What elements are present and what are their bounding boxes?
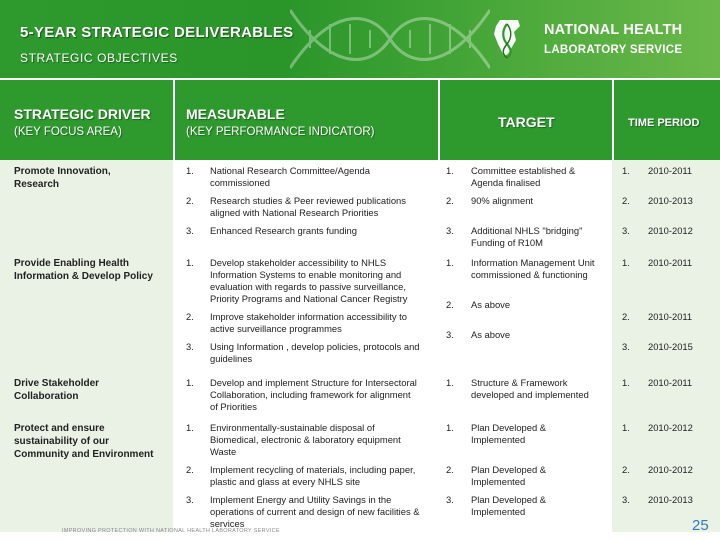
col-subheader-measurable: (KEY PERFORMANCE INDICATOR) bbox=[186, 126, 375, 138]
kpi-text: Waste bbox=[210, 446, 237, 457]
target-number: 2. bbox=[446, 195, 454, 206]
target-number: 1. bbox=[446, 165, 454, 176]
target-text: Funding of R10M bbox=[471, 237, 543, 248]
col-subheader-driver: (KEY FOCUS AREA) bbox=[14, 126, 122, 138]
target-number: 3. bbox=[446, 329, 454, 340]
kpi-number: 2. bbox=[186, 311, 194, 322]
kpi-number: 3. bbox=[186, 494, 194, 505]
title-banner bbox=[0, 0, 720, 78]
target-text: developed and implemented bbox=[471, 389, 589, 400]
target-text: Structure & Framework bbox=[471, 377, 568, 388]
header-divider bbox=[438, 80, 440, 160]
target-text: Implemented bbox=[471, 434, 526, 445]
dna-helix-decoration bbox=[290, 0, 490, 78]
kpi-text: Research studies & Peer reviewed publications bbox=[210, 195, 406, 206]
page-subtitle: STRATEGIC OBJECTIVES bbox=[20, 51, 178, 65]
kpi-text: services bbox=[210, 518, 245, 529]
target-text: As above bbox=[471, 299, 511, 310]
nhls-logo-icon bbox=[490, 16, 524, 60]
logo-text-line1: NATIONAL HEALTH bbox=[544, 22, 683, 38]
period-value: 2010-2013 bbox=[648, 195, 693, 206]
period-number: 2. bbox=[622, 311, 630, 322]
kpi-number: 3. bbox=[186, 225, 194, 236]
kpi-text: Develop and implement Structure for Intersectoral bbox=[210, 377, 417, 388]
target-text: As above bbox=[471, 329, 511, 340]
period-number: 2. bbox=[622, 195, 630, 206]
kpi-text: National Research Committee/Agenda bbox=[210, 165, 370, 176]
header-divider bbox=[612, 80, 614, 160]
target-number: 1. bbox=[446, 422, 454, 433]
period-value: 2010-2011 bbox=[648, 257, 693, 268]
driver-label: Provide Enabling Health bbox=[14, 258, 130, 269]
kpi-text: Environmentally-sustainable disposal of bbox=[210, 422, 375, 433]
period-number: 3. bbox=[622, 341, 630, 352]
driver-label: Promote Innovation, bbox=[14, 166, 111, 177]
period-value: 2010-2011 bbox=[648, 165, 693, 176]
kpi-text: Enhanced Research grants funding bbox=[210, 225, 357, 236]
period-number: 1. bbox=[622, 257, 630, 268]
target-text: Information Management Unit bbox=[471, 257, 595, 268]
col-header-target: TARGET bbox=[498, 114, 555, 130]
page-title: 5-YEAR STRATEGIC DELIVERABLES bbox=[20, 24, 294, 41]
target-text: 90% alignment bbox=[471, 195, 534, 206]
target-text: Committee established & bbox=[471, 165, 576, 176]
kpi-text: operations of current and design of new facilities & bbox=[210, 506, 420, 517]
target-number: 1. bbox=[446, 377, 454, 388]
kpi-text: Using Information , develop policies, protocols and bbox=[210, 341, 420, 352]
kpi-number: 2. bbox=[186, 464, 194, 475]
page-number: 25 bbox=[692, 517, 709, 534]
period-value: 2010-2012 bbox=[648, 464, 693, 475]
kpi-text: of Priorities bbox=[210, 401, 257, 412]
kpi-text: Implement Energy and Utility Savings in the bbox=[210, 494, 392, 505]
driver-column-panel bbox=[0, 160, 173, 532]
driver-label: Community and Environment bbox=[14, 449, 154, 460]
col-header-period: TIME PERIOD bbox=[628, 117, 700, 129]
period-number: 1. bbox=[622, 377, 630, 388]
kpi-text: Information Systems to enable monitoring and bbox=[210, 269, 402, 280]
target-text: Implemented bbox=[471, 476, 526, 487]
period-value: 2010-2011 bbox=[648, 377, 693, 388]
kpi-number: 1. bbox=[186, 422, 194, 433]
target-text: commissioned & functioning bbox=[471, 269, 588, 280]
footer-tagline: IMPROVING PROTECTION WITH NATIONAL HEALTH LABORATORY SERVICE bbox=[62, 528, 280, 534]
kpi-text: active surveillance programmes bbox=[210, 323, 342, 334]
period-number: 3. bbox=[622, 225, 630, 236]
period-number: 1. bbox=[622, 422, 630, 433]
driver-label: Research bbox=[14, 179, 60, 190]
target-text: Implemented bbox=[471, 506, 526, 517]
kpi-text: Develop stakeholder accessibility to NHLS bbox=[210, 257, 387, 268]
kpi-number: 2. bbox=[186, 195, 194, 206]
period-value: 2010-2013 bbox=[648, 494, 693, 505]
kpi-text: guidelines bbox=[210, 353, 253, 364]
period-value: 2010-2015 bbox=[648, 341, 693, 352]
kpi-number: 1. bbox=[186, 165, 194, 176]
target-number: 3. bbox=[446, 225, 454, 236]
driver-label: Drive Stakeholder bbox=[14, 378, 100, 389]
target-number: 3. bbox=[446, 494, 454, 505]
period-number: 3. bbox=[622, 494, 630, 505]
target-text: Plan Developed & bbox=[471, 422, 547, 433]
target-text: Plan Developed & bbox=[471, 464, 547, 475]
period-number: 1. bbox=[622, 165, 630, 176]
driver-label: sustainability of our bbox=[14, 436, 110, 447]
kpi-text: Implement recycling of materials, including paper, bbox=[210, 464, 416, 475]
driver-label: Protect and ensure bbox=[14, 423, 105, 434]
kpi-text: Collaboration, including framework for alignment bbox=[210, 389, 411, 400]
period-value: 2010-2012 bbox=[648, 225, 693, 236]
target-number: 1. bbox=[446, 257, 454, 268]
target-number: 2. bbox=[446, 299, 454, 310]
col-header-driver: STRATEGIC DRIVER bbox=[14, 106, 151, 122]
target-text: Agenda finalised bbox=[471, 177, 541, 188]
kpi-number: 3. bbox=[186, 341, 194, 352]
kpi-text: plastic and glass at every NHLS site bbox=[210, 476, 361, 487]
logo-text-line2: LABORATORY SERVICE bbox=[544, 44, 683, 56]
target-number: 2. bbox=[446, 464, 454, 475]
kpi-text: Priority Programs and National Cancer Registry bbox=[210, 293, 408, 304]
kpi-number: 1. bbox=[186, 257, 194, 268]
period-number: 2. bbox=[622, 464, 630, 475]
kpi-text: Biomedical, electronic & laboratory equipment bbox=[210, 434, 401, 445]
header-divider bbox=[173, 80, 175, 160]
kpi-text: aligned with National Research Priorities bbox=[210, 207, 379, 218]
col-header-measurable: MEASURABLE bbox=[186, 106, 285, 122]
driver-label: Collaboration bbox=[14, 391, 79, 402]
kpi-number: 1. bbox=[186, 377, 194, 388]
kpi-text: evaluation with regards to passive surveillance, bbox=[210, 281, 406, 292]
driver-label: Information & Develop Policy bbox=[14, 271, 153, 282]
target-text: Plan Developed & bbox=[471, 494, 547, 505]
period-value: 2010-2011 bbox=[648, 311, 693, 322]
period-value: 2010-2012 bbox=[648, 422, 693, 433]
kpi-text: Improve stakeholder information accessibility to bbox=[210, 311, 407, 322]
target-text: Additional NHLS "bridging" bbox=[471, 225, 583, 236]
kpi-text: commissioned bbox=[210, 177, 270, 188]
